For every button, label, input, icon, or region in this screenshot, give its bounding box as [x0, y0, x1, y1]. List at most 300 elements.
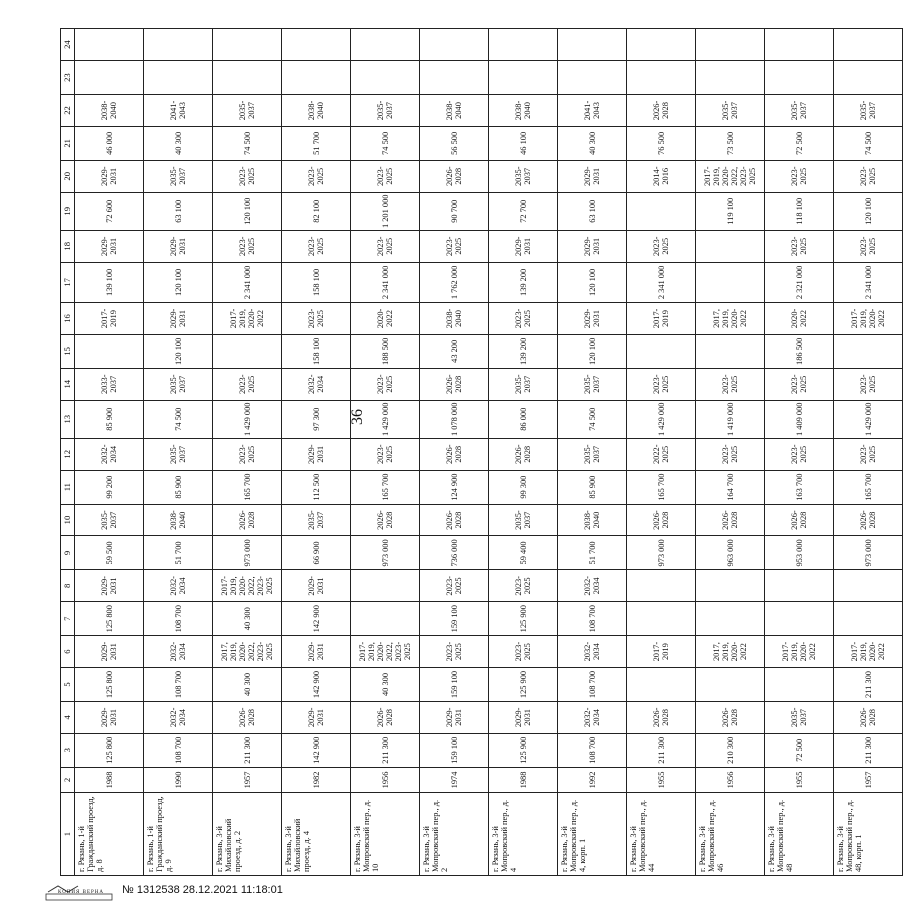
column-number: 5	[61, 668, 75, 702]
table-cell: 211 300	[834, 733, 903, 767]
table-cell: 2023-2025	[213, 160, 282, 192]
column-number: 19	[61, 192, 75, 230]
table-cell	[351, 602, 420, 636]
table-cell: 2023-2025	[627, 368, 696, 400]
column-number: 18	[61, 230, 75, 262]
table-cell: 2017-2019, 2020-2022, 2023-2025	[351, 636, 420, 668]
table-cell: 158 100	[282, 262, 351, 302]
table-cell: 76 500	[627, 126, 696, 160]
table-cell: 2023-2025	[627, 230, 696, 262]
table-cell: 2035-2037	[144, 368, 213, 400]
column-number: 22	[61, 95, 75, 127]
table-cell: 2029-2031	[420, 701, 489, 733]
table-cell: 120 100	[834, 192, 903, 230]
table-cell: 2023-2025	[696, 438, 765, 470]
table-cell	[765, 570, 834, 602]
address-cell: г. Рязань, 1-й Гражданский проезд, д. 9	[144, 793, 213, 876]
table-cell: 1956	[351, 767, 420, 792]
table-cell: 165 700	[213, 470, 282, 504]
table-cell	[75, 61, 144, 95]
table-cell: 46 100	[489, 126, 558, 160]
table-cell: 211 300	[627, 733, 696, 767]
table-cell: 2026-2028	[213, 701, 282, 733]
table-row	[351, 29, 420, 876]
table-cell	[834, 334, 903, 368]
table-cell: 82 100	[282, 192, 351, 230]
table-cell: 108 700	[144, 733, 213, 767]
table-cell	[627, 334, 696, 368]
table-cell: 2026-2028	[696, 701, 765, 733]
table-cell: 139 100	[75, 262, 144, 302]
table-cell: 2026-2028	[627, 701, 696, 733]
table-cell	[696, 29, 765, 61]
table-cell: 2023-2025	[765, 230, 834, 262]
table-cell: 72 500	[765, 126, 834, 160]
table-cell: 2023-2025	[834, 368, 903, 400]
table-cell: 2035-2037	[489, 160, 558, 192]
table-cell: 66 900	[282, 536, 351, 570]
table-cell: 2023-2025	[489, 636, 558, 668]
table-cell: 85 900	[558, 470, 627, 504]
address-cell: г. Рязань, 3-й Михайловский проезд, д. 2	[213, 793, 282, 876]
table-cell: 1 429 000	[351, 400, 420, 438]
table-cell: 2038-2040	[75, 95, 144, 127]
table-cell: 2032-2034	[144, 701, 213, 733]
table-cell: 1 078 000	[420, 400, 489, 438]
table-cell: 2029-2031	[282, 636, 351, 668]
table-cell: 159 100	[420, 668, 489, 702]
table-cell: 736 000	[420, 536, 489, 570]
table-cell: 85 900	[75, 400, 144, 438]
column-number: 11	[61, 470, 75, 504]
table-cell: 2014-2016	[627, 160, 696, 192]
table-cell	[834, 602, 903, 636]
table-cell	[420, 61, 489, 95]
table-cell: 2038-2040	[282, 95, 351, 127]
table-cell	[765, 668, 834, 702]
address-cell: г. Рязань, 3-й Мопровский пер., д. 44	[627, 793, 696, 876]
table-cell	[696, 61, 765, 95]
table-cell	[834, 29, 903, 61]
table-cell	[627, 29, 696, 61]
table-cell: 40 300	[558, 126, 627, 160]
table-cell: 2023-2025	[282, 230, 351, 262]
table-cell: 159 100	[420, 602, 489, 636]
table-cell: 2023-2025	[351, 368, 420, 400]
table-cell: 2023-2025	[282, 160, 351, 192]
table-cell: 74 500	[213, 126, 282, 160]
table-cell: 142 900	[282, 668, 351, 702]
table-cell: 2017-2019, 2020-2022	[834, 636, 903, 668]
table-cell	[213, 61, 282, 95]
table-cell: 1 429 000	[834, 400, 903, 438]
table-cell: 186 500	[765, 334, 834, 368]
table-cell: 2035-2037	[489, 504, 558, 536]
table-cell: 2035-2037	[558, 438, 627, 470]
table-cell: 72 600	[75, 192, 144, 230]
table-cell	[696, 230, 765, 262]
column-number: 16	[61, 303, 75, 335]
table-cell: 963 000	[696, 536, 765, 570]
column-number: 23	[61, 61, 75, 95]
table-cell	[558, 61, 627, 95]
table-cell: 2032-2034	[558, 570, 627, 602]
table-cell: 2029-2031	[75, 570, 144, 602]
table-cell: 74 500	[351, 126, 420, 160]
table-cell: 2026-2028	[351, 701, 420, 733]
table-cell	[282, 61, 351, 95]
table-cell	[351, 29, 420, 61]
table-cell: 2029-2031	[558, 160, 627, 192]
capital-repair-table	[60, 28, 903, 876]
table-row	[144, 29, 213, 876]
column-number: 10	[61, 504, 75, 536]
table-cell: 2032-2034	[558, 636, 627, 668]
table-cell	[282, 29, 351, 61]
table-cell: 56 500	[420, 126, 489, 160]
table-cell: 99 300	[489, 470, 558, 504]
table-cell	[696, 602, 765, 636]
table-row	[420, 29, 489, 876]
table-cell: 1955	[765, 767, 834, 792]
table-cell: 211 300	[351, 733, 420, 767]
table-cell	[765, 29, 834, 61]
table-cell: 2035-2037	[351, 95, 420, 127]
address-cell: г. Рязань, 3-й Мопровский пер., д. 46	[696, 793, 765, 876]
table-cell: 2023-2025	[213, 230, 282, 262]
table-cell: 108 700	[558, 733, 627, 767]
table-cell	[627, 570, 696, 602]
table-cell: 112 500	[282, 470, 351, 504]
table-cell: 2029-2031	[144, 230, 213, 262]
table-cell	[696, 570, 765, 602]
table-cell	[834, 61, 903, 95]
table-cell: 2023-2025	[489, 303, 558, 335]
column-number: 4	[61, 701, 75, 733]
stamp-text: КОПИЯ ВЕРНА	[58, 890, 105, 895]
table-cell: 2 341 000	[351, 262, 420, 302]
table-cell: 142 900	[282, 602, 351, 636]
table-cell: 2029-2031	[282, 438, 351, 470]
table-cell: 2023-2025	[351, 160, 420, 192]
table-cell: 120 100	[558, 334, 627, 368]
address-cell: г. Рязань, 3-й Михайловский проезд, д. 4	[282, 793, 351, 876]
table-cell: 2 321 000	[765, 262, 834, 302]
table-row	[696, 29, 765, 876]
table-cell: 2023-2025	[420, 636, 489, 668]
table-cell: 211 300	[834, 668, 903, 702]
table-cell: 1 762 000	[420, 262, 489, 302]
table-cell: 2023-2025	[489, 570, 558, 602]
table-cell: 51 700	[282, 126, 351, 160]
table-cell	[765, 61, 834, 95]
column-number: 21	[61, 126, 75, 160]
table-cell: 2035-2037	[558, 368, 627, 400]
table-row	[213, 29, 282, 876]
address-cell: г. Рязань, 3-й Мопровский пер., д. 4, корп. 1	[558, 793, 627, 876]
column-number: 12	[61, 438, 75, 470]
table-cell: 1982	[282, 767, 351, 792]
table-cell: 108 700	[144, 668, 213, 702]
table-cell: 953 000	[765, 536, 834, 570]
table-cell: 2020-2022	[351, 303, 420, 335]
table-cell: 2029-2031	[75, 636, 144, 668]
table-cell: 2026-2028	[627, 95, 696, 127]
table-cell: 108 700	[558, 602, 627, 636]
table-cell: 2 341 000	[834, 262, 903, 302]
column-number: 6	[61, 636, 75, 668]
table-cell	[834, 570, 903, 602]
table-cell: 2026-2028	[420, 160, 489, 192]
table-row	[489, 29, 558, 876]
table-cell	[627, 668, 696, 702]
table-cell	[489, 29, 558, 61]
document-id: № 1312538 28.12.2021 11:18:01	[122, 884, 283, 896]
footer	[42, 880, 642, 906]
table-row	[282, 29, 351, 876]
table-cell: 2029-2031	[75, 160, 144, 192]
address-cell: г. Рязань, 1-й Гражданский проезд, д. 8	[75, 793, 144, 876]
table-cell: 2029-2031	[282, 570, 351, 602]
table-cell: 139 200	[489, 262, 558, 302]
table-cell: 2041-2043	[558, 95, 627, 127]
table-cell	[765, 602, 834, 636]
table-cell: 2035-2037	[144, 160, 213, 192]
table-row	[765, 29, 834, 876]
table-cell: 2032-2034	[144, 570, 213, 602]
table-cell: 74 500	[558, 400, 627, 438]
table-cell: 40 300	[351, 668, 420, 702]
table-cell: 1 409 000	[765, 400, 834, 438]
table-cell: 2032-2034	[144, 636, 213, 668]
table-cell: 2038-2040	[144, 504, 213, 536]
table-cell: 1955	[627, 767, 696, 792]
table-cell: 2023-2025	[834, 438, 903, 470]
table-cell: 1990	[144, 767, 213, 792]
table-cell: 2017-2019, 2020-2022	[213, 303, 282, 335]
table-cell: 72 700	[489, 192, 558, 230]
table-cell: 2029-2031	[75, 701, 144, 733]
table-cell: 2035-2037	[213, 95, 282, 127]
table-cell: 2038-2040	[420, 303, 489, 335]
table-cell	[420, 29, 489, 61]
table-cell: 973 000	[351, 536, 420, 570]
table-cell: 2026-2028	[834, 504, 903, 536]
table-cell: 164 700	[696, 470, 765, 504]
address-cell: г. Рязань, 3-й Мопровский пер., д. 4	[489, 793, 558, 876]
table-cell: 139 200	[489, 334, 558, 368]
table-cell: 2035-2037	[282, 504, 351, 536]
table-cell: 1957	[834, 767, 903, 792]
table-cell	[558, 29, 627, 61]
table-cell: 2023-2025	[351, 438, 420, 470]
table-cell	[75, 334, 144, 368]
table-cell: 120 100	[144, 334, 213, 368]
table-cell: 165 700	[834, 470, 903, 504]
table-cell: 2017, 2019, 2020-2022	[696, 636, 765, 668]
table-cell: 2026-2028	[351, 504, 420, 536]
table-cell: 2029-2031	[489, 230, 558, 262]
table-cell: 2032-2034	[282, 368, 351, 400]
table-cell: 2038-2040	[558, 504, 627, 536]
table-cell: 85 900	[144, 470, 213, 504]
table-cell: 165 700	[627, 470, 696, 504]
column-number: 15	[61, 334, 75, 368]
table-cell: 2035-2037	[489, 368, 558, 400]
table-cell: 1988	[489, 767, 558, 792]
table-cell: 2017, 2019, 2020-2022, 2023-2025	[213, 636, 282, 668]
table-cell: 120 100	[213, 192, 282, 230]
table-cell: 2035-2037	[834, 95, 903, 127]
table-cell: 72 500	[765, 733, 834, 767]
column-number: 14	[61, 368, 75, 400]
column-number: 3	[61, 733, 75, 767]
table-cell: 2029-2031	[489, 701, 558, 733]
address-cell: г. Рязань, 3-й Мопровский пер., д. 48, корп. 1	[834, 793, 903, 876]
table-cell: 2026-2028	[834, 701, 903, 733]
table-cell: 108 700	[558, 668, 627, 702]
table-cell: 2017-2019	[75, 303, 144, 335]
table-cell: 2026-2028	[420, 438, 489, 470]
column-number: 9	[61, 536, 75, 570]
table-cell: 40 300	[144, 126, 213, 160]
table-cell: 2038-2040	[420, 95, 489, 127]
table-cell: 73 500	[696, 126, 765, 160]
table-cell	[75, 29, 144, 61]
table-cell: 2017-2019	[627, 303, 696, 335]
table-cell: 1988	[75, 767, 144, 792]
table-cell: 165 700	[351, 470, 420, 504]
table-cell: 2026-2028	[489, 438, 558, 470]
table-cell: 86 000	[489, 400, 558, 438]
table-cell: 40 300	[213, 602, 282, 636]
table-cell	[213, 334, 282, 368]
address-cell: г. Рязань, 3-й Мопровский пер., д. 48	[765, 793, 834, 876]
table-cell: 120 100	[558, 262, 627, 302]
table-cell: 2029-2031	[282, 701, 351, 733]
table-cell: 90 700	[420, 192, 489, 230]
table-cell: 211 300	[213, 733, 282, 767]
table-cell: 2017-2019, 2020-2022, 2023-2025	[213, 570, 282, 602]
table-cell: 2 341 000	[213, 262, 282, 302]
table-cell	[627, 602, 696, 636]
table-cell: 2023-2025	[420, 570, 489, 602]
table-cell: 2023-2025	[420, 230, 489, 262]
table-cell: 2020-2022	[765, 303, 834, 335]
table-cell: 2026-2028	[420, 504, 489, 536]
table-cell: 188 500	[351, 334, 420, 368]
table-cell: 973 000	[213, 536, 282, 570]
table-cell: 63 100	[144, 192, 213, 230]
table-cell: 2023-2025	[834, 230, 903, 262]
table-cell: 2035-2037	[144, 438, 213, 470]
table-cell: 2035-2037	[75, 504, 144, 536]
table-cell: 1992	[558, 767, 627, 792]
table-cell: 2035-2037	[765, 95, 834, 127]
table-cell: 125 800	[75, 602, 144, 636]
table-cell: 97 300	[282, 400, 351, 438]
table-cell: 124 900	[420, 470, 489, 504]
table-cell	[213, 29, 282, 61]
table-cell: 2035-2037	[696, 95, 765, 127]
table-cell	[144, 61, 213, 95]
table-cell: 2029-2031	[558, 303, 627, 335]
table-cell: 119 100	[696, 192, 765, 230]
table-cell: 163 700	[765, 470, 834, 504]
table-cell: 1 429 000	[627, 400, 696, 438]
table-row	[627, 29, 696, 876]
table-cell: 59 400	[489, 536, 558, 570]
table-cell: 2032-2034	[558, 701, 627, 733]
table-cell	[489, 61, 558, 95]
table-cell: 2038-2040	[489, 95, 558, 127]
table-cell: 63 100	[558, 192, 627, 230]
table-cell: 973 000	[834, 536, 903, 570]
header-row	[61, 29, 75, 876]
table-cell: 1 429 000	[213, 400, 282, 438]
table-cell	[627, 61, 696, 95]
table-cell: 2026-2028	[696, 504, 765, 536]
table-cell: 2023-2025	[351, 230, 420, 262]
table-cell: 59 500	[75, 536, 144, 570]
table-cell: 2041-2043	[144, 95, 213, 127]
table-cell	[696, 262, 765, 302]
column-number: 20	[61, 160, 75, 192]
table-cell: 2023-2025	[765, 438, 834, 470]
table-cell: 1957	[213, 767, 282, 792]
address-cell: г. Рязань, 3-й Мопровский пер., д. 2	[420, 793, 489, 876]
table-cell: 108 700	[144, 602, 213, 636]
table-cell: 125 900	[489, 602, 558, 636]
table-cell: 99 200	[75, 470, 144, 504]
column-number: 13	[61, 400, 75, 438]
rotated-table-container	[60, 28, 886, 876]
table-cell: 2026-2028	[213, 504, 282, 536]
table-cell: 2023-2025	[765, 368, 834, 400]
table-cell: 2 341 000	[627, 262, 696, 302]
column-number: 8	[61, 570, 75, 602]
table-cell	[144, 29, 213, 61]
table-cell: 2023-2025	[765, 160, 834, 192]
table-cell: 74 500	[834, 126, 903, 160]
table-cell: 2032-2034	[75, 438, 144, 470]
table-cell: 120 100	[144, 262, 213, 302]
table-cell: 43 200	[420, 334, 489, 368]
table-cell: 2026-2028	[765, 504, 834, 536]
table-cell: 2023-2025	[834, 160, 903, 192]
column-number: 7	[61, 602, 75, 636]
table-cell: 2017, 2019, 2020-2022	[696, 303, 765, 335]
table-cell	[696, 668, 765, 702]
column-number: 24	[61, 29, 75, 61]
table-cell: 40 300	[213, 668, 282, 702]
table-cell	[351, 61, 420, 95]
table-cell: 159 100	[420, 733, 489, 767]
table-cell: 2017-2019	[627, 636, 696, 668]
table-cell: 125 800	[75, 668, 144, 702]
table-cell: 2017-2019, 2020-2022	[834, 303, 903, 335]
table-cell: 118 100	[765, 192, 834, 230]
table-cell: 1974	[420, 767, 489, 792]
table-cell: 46 000	[75, 126, 144, 160]
table-cell: 2023-2025	[213, 438, 282, 470]
table-cell: 2026-2028	[420, 368, 489, 400]
table-cell: 74 500	[144, 400, 213, 438]
table-cell: 2029-2031	[144, 303, 213, 335]
table-cell: 210 300	[696, 733, 765, 767]
table-cell: 2029-2031	[558, 230, 627, 262]
table-cell: 142 900	[282, 733, 351, 767]
